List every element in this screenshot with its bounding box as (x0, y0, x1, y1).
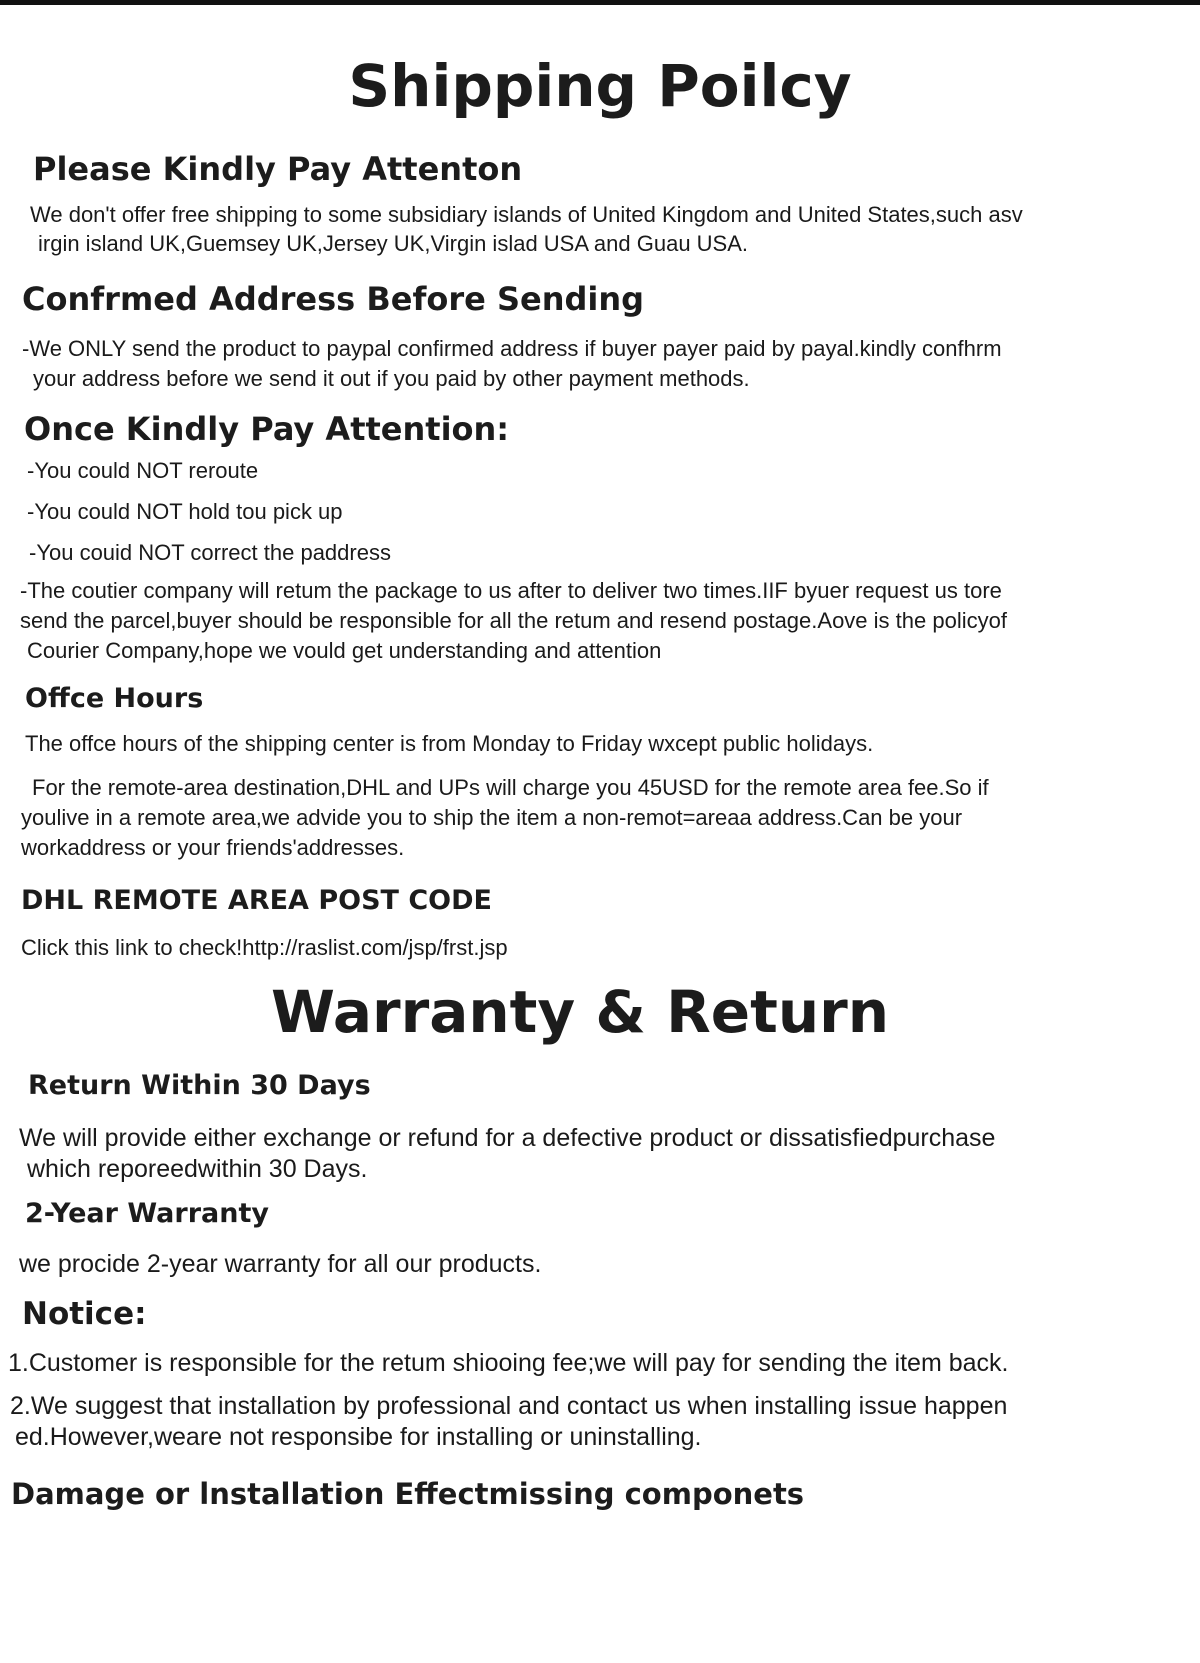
office-hours-text: The offce hours of the shipping center is from Monday to Friday wxcept public holidays. (25, 731, 874, 756)
notice-heading: Notice: (22, 1296, 147, 1332)
office-hours-heading: Offce Hours (25, 683, 204, 714)
address-text-line2: your address before we send it out if you paid by other payment methods. (33, 366, 750, 391)
once-item-reroute: -You could NOT reroute (27, 458, 259, 483)
address-heading: Confrmed Address Before Sending (22, 280, 645, 318)
return-text-line2: which reporeedwithin 30 Days. (27, 1155, 368, 1183)
notice-item-2-line2: ed.However,weare not responsibe for installing or uninstalling. (15, 1423, 702, 1451)
address-text-line1: -We ONLY send the product to paypal confirmed address if buyer payer paid by payal.kindly confhrm (22, 336, 1002, 361)
return-text-line1: We will provide either exchange or refund for a defective product or dissatisfiedpurchase (19, 1124, 996, 1152)
notice-item-2-line1: 2.We suggest that installation by professional and contact us when installing issue happen (10, 1392, 1008, 1420)
once-attention-heading: Once Kindly Pay Attention: (24, 410, 510, 448)
damage-installation-heading: Damage or lnstallation Effectmissing componets (11, 1477, 805, 1511)
shipping-policy-title: Shipping Poilcy (348, 52, 852, 120)
remote-area-text-line2: youlive in a remote area,we advide you to ship the item a non-remot=areaa address.Can be your (21, 805, 963, 830)
attention-text-line2: irgin island UK,Guemsey UK,Jersey UK,Virgin islad USA and Guau USA. (38, 231, 749, 256)
dhl-remote-area-heading: DHL REMOTE AREA POST CODE (21, 885, 492, 916)
attention-heading: Please Kindly Pay Attenton (33, 150, 523, 188)
return-30-days-heading: Return Within 30 Days (28, 1070, 371, 1101)
two-year-warranty-heading: 2-Year Warranty (25, 1198, 269, 1229)
remote-area-text-line1: For the remote-area destination,DHL and UPs will charge you 45USD for the remote area fee.So if (32, 775, 989, 800)
courier-text-line1: -The coutier company will retum the package to us after to deliver two times.IIF byuer request us tore (20, 578, 1002, 603)
notice-item-1: 1.Customer is responsible for the retum shiooing fee;we will pay for sending the item back. (8, 1349, 1009, 1377)
courier-text-line3: Courier Company,hope we vould get understanding and attention (27, 638, 662, 663)
attention-text-line1: We don't offer free shipping to some subsidiary islands of United Kingdom and United States,such asv (30, 202, 1023, 227)
once-item-hold: -You could NOT hold tou pick up (27, 499, 343, 524)
dhl-check-link[interactable]: Click this link to check!http://raslist.com/jsp/frst.jsp (21, 935, 508, 960)
once-item-correct-address: -You couid NOT correct the paddress (29, 540, 391, 565)
warranty-text: we procide 2-year warranty for all our products. (19, 1250, 542, 1278)
remote-area-text-line3: workaddress or your friends'addresses. (21, 835, 405, 860)
warranty-return-title: Warranty & Return (270, 978, 890, 1046)
top-border (0, 0, 1200, 5)
courier-text-line2: send the parcel,buyer should be responsible for all the retum and resend postage.Aove is the policyof (20, 608, 1007, 633)
